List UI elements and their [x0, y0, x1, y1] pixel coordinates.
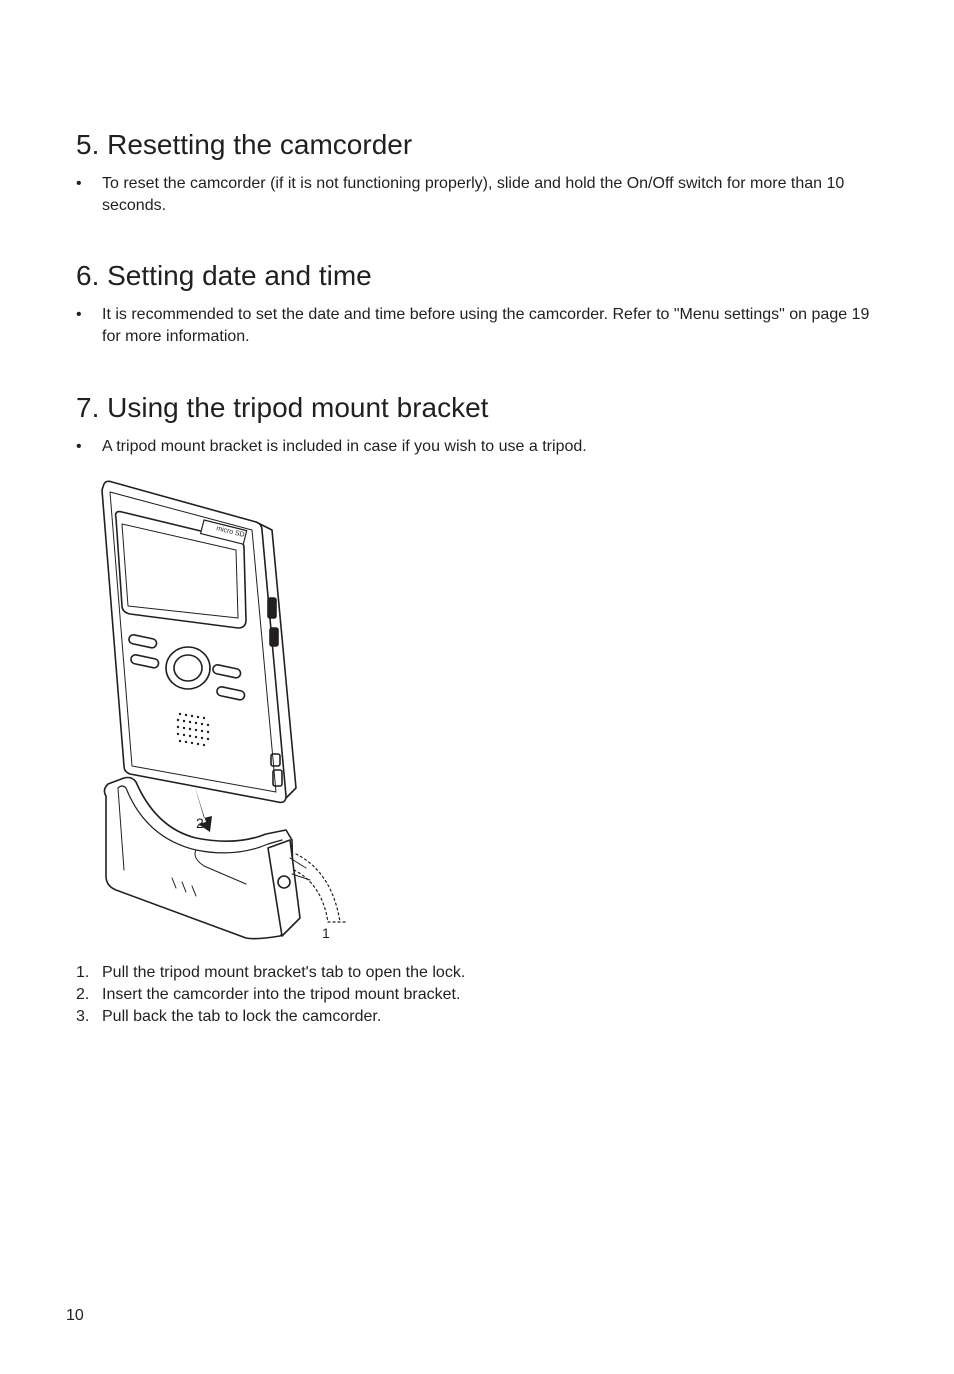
bullet-symbol: •	[76, 306, 82, 323]
bullet-item	[76, 436, 878, 458]
step-item	[76, 962, 465, 984]
bullet-text: To reset the camcorder (if it is not functioning properly), slide and hold the On/Off switch for more than 10 seconds.	[102, 175, 845, 214]
step-item	[76, 984, 465, 1006]
steps-list	[76, 962, 465, 1028]
page-number: 10	[66, 1307, 84, 1324]
bullet-list	[76, 173, 878, 217]
step-text: Pull the tripod mount bracket's tab to open the lock.	[102, 964, 466, 981]
step-text: Pull back the tab to lock the camcorder.	[102, 1008, 382, 1025]
bullet-symbol: •	[76, 175, 82, 192]
section-date-time	[76, 259, 878, 348]
step-number: 3.	[76, 1008, 90, 1025]
callout-2-label: 2	[196, 815, 204, 831]
section-resetting	[76, 128, 878, 217]
bullet-list	[76, 304, 878, 348]
step-text: Insert the camcorder into the tripod mount bracket.	[102, 986, 461, 1003]
bullet-list	[76, 436, 878, 458]
camcorder-bracket-illustration	[96, 478, 360, 962]
bullet-text: It is recommended to set the date and time before using the camcorder. Refer to "Menu settings" on page 19 for more information.	[102, 306, 870, 345]
bullet-item	[76, 173, 878, 217]
section-heading: 5. Resetting the camcorder	[76, 129, 413, 160]
section-tripod	[76, 391, 878, 458]
bullet-text: A tripod mount bracket is included in case if you wish to use a tripod.	[102, 438, 587, 455]
bullet-item	[76, 304, 878, 348]
step-item	[76, 1006, 465, 1028]
step-number: 2.	[76, 986, 90, 1003]
callout-1-label: 1	[322, 925, 330, 941]
step-number: 1.	[76, 964, 90, 981]
card-label: micro SD	[215, 525, 246, 539]
section-heading: 6. Setting date and time	[76, 260, 372, 291]
bullet-symbol: •	[76, 438, 82, 455]
section-heading: 7. Using the tripod mount bracket	[76, 392, 489, 423]
